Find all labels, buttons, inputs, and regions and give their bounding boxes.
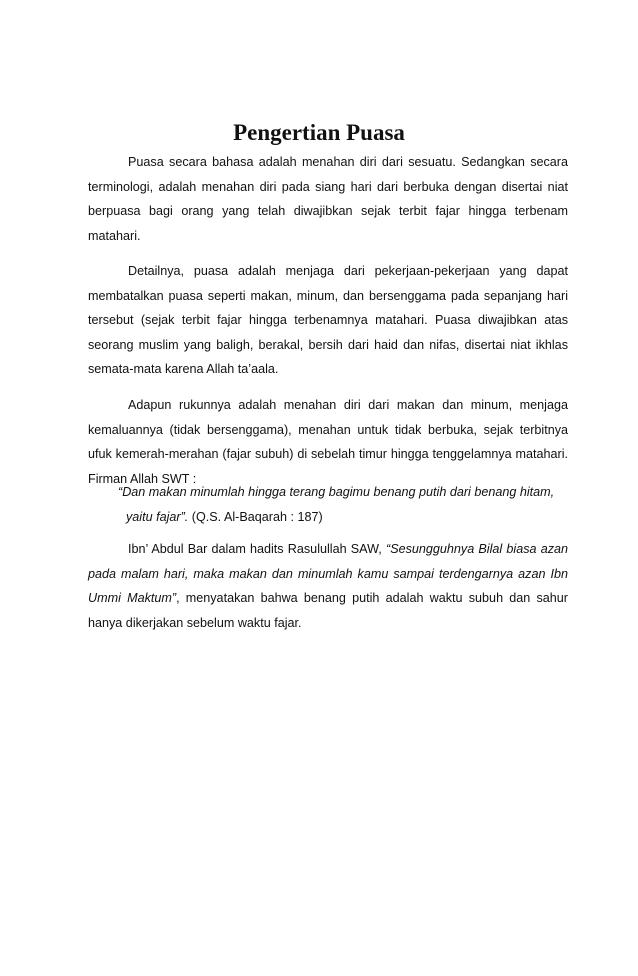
page-title: Pengertian Puasa bbox=[233, 120, 405, 145]
quran-quote bbox=[118, 480, 568, 529]
quote-text-2: yaitu fajar”. bbox=[126, 509, 189, 524]
hadith-intro: Ibn’ Abdul Bar dalam hadits Rasulullah SAW, bbox=[128, 542, 386, 556]
quote-line-1 bbox=[118, 480, 568, 505]
paragraph-details: Detailnya, puasa adalah menjaga dari pekerjaan-pekerjaan yang dapat membatalkan puasa seperti makan, minum, dan bersenggama pada sepanjang hari tersebut (sejak terbit fajar hingga terbenamnya matahari. Puasa diwajibkan atas seorang muslim yang baligh, berakal, bersih dari haid dan nifas, disertai niat ikhlas semata-mata karena Allah ta’aala. bbox=[88, 264, 568, 377]
paragraph-hadith bbox=[88, 537, 568, 635]
quote-text-1: “Dan makan minumlah hingga terang bagimu benang putih dari benang hitam, bbox=[118, 485, 555, 499]
paragraph-definition: Puasa secara bahasa adalah menahan diri dari sesuatu. Sedangkan secara terminologi, adalah menahan diri pada siang hari dari berbuka dengan disertai niat berpuasa bagi orang yang telah diwajibkan sejak terbit fajar hingga terbenam matahari. bbox=[88, 155, 568, 243]
paragraph-rukun: Adapun rukunnya adalah menahan diri dari makan dan minum, menjaga kemaluannya (tidak bersenggama), menahan untuk tidak berbuka, sejak terbitnya ufuk kemerah-merahan (fajar subuh) di sebelah timur hingga tenggelamnya matahari. Firman Allah SWT : bbox=[88, 398, 568, 486]
hadith-quote: “Sesungguhnya Bilal biasa azan pada malam hari, maka makan dan minumlah kamu sampai terdengarnya azan Ibn Ummi Maktum” bbox=[88, 542, 568, 606]
quote-citation: (Q.S. Al-Baqarah : 187) bbox=[188, 509, 323, 524]
quote-line-2 bbox=[118, 505, 568, 530]
hadith-explanation: , menyatakan bahwa benang putih adalah waktu subuh dan sahur hanya dikerjakan sebelum waktu fajar. bbox=[88, 591, 568, 630]
